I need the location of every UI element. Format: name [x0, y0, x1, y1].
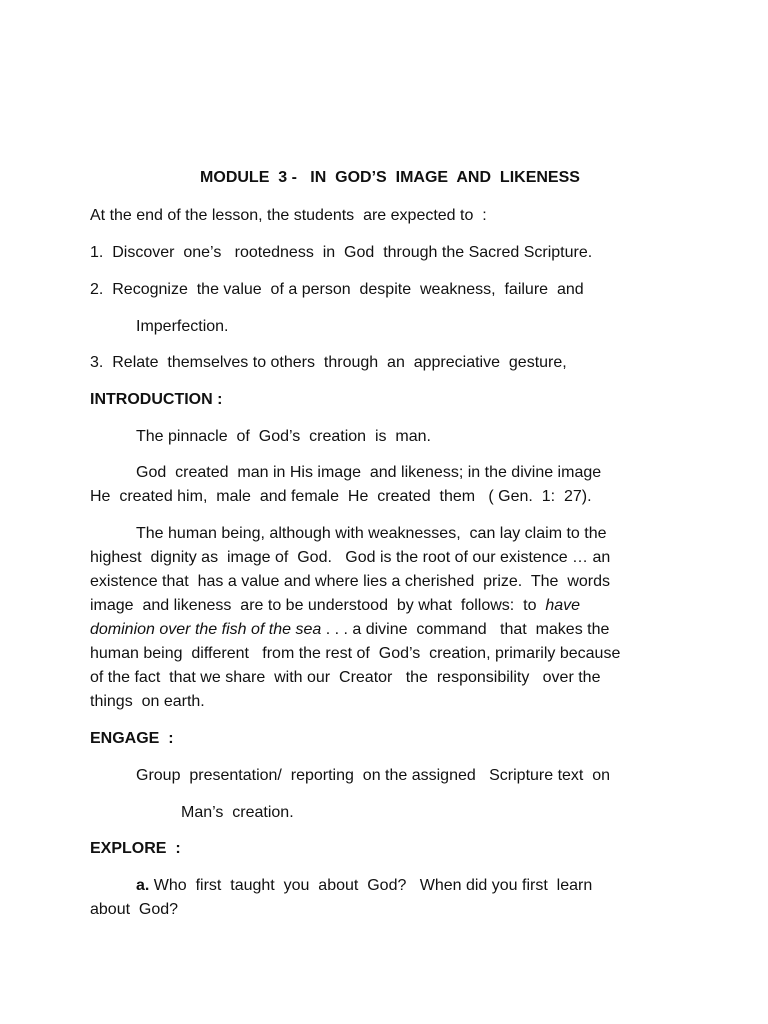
intro-paragraph-3-line-4 — [90, 596, 580, 616]
engage-heading: ENGAGE : — [90, 730, 174, 747]
objective-3: 3. Relate themselves to others through an appreciative gesture, — [90, 354, 567, 371]
intro-paragraph-3-line-5 — [90, 620, 609, 640]
intro-paragraph-1: The pinnacle of God’s creation is man. — [136, 428, 431, 445]
objective-2: 2. Recognize the value of a person despite weakness, failure and — [90, 281, 584, 298]
objectives-intro: At the end of the lesson, the students are expected to : — [90, 207, 487, 224]
explore-item-a-line-1 — [136, 876, 592, 896]
explore-item-a-label: a. — [136, 877, 150, 894]
italic-phrase-dominion: dominion over the fish of the sea — [90, 621, 322, 638]
engage-line-2: Man’s creation. — [181, 804, 294, 821]
intro-paragraph-3-line-1: The human being, although with weaknesses, can lay claim to the — [136, 525, 607, 542]
explore-item-a-line-2: about God? — [90, 901, 179, 918]
intro-paragraph-3-line-6: human being different from the rest of God’s creation, primarily because — [90, 645, 621, 662]
intro-paragraph-2-line-1: God created man in His image and likeness; in the divine image — [136, 464, 602, 481]
intro-paragraph-3-line-5-text: . . . a divine command that makes the — [321, 621, 610, 638]
objective-1: 1. Discover one’s rootedness in God through the Sacred Scripture. — [90, 244, 593, 261]
intro-paragraph-3-line-2: highest dignity as image of God. God is the root of our existence … an — [90, 549, 611, 566]
explore-item-a-text: Who first taught you about God? When did you first learn — [149, 877, 593, 894]
intro-paragraph-3-line-3: existence that has a value and where lies a cherished prize. The words — [90, 573, 610, 590]
explore-heading: EXPLORE : — [90, 840, 181, 857]
intro-paragraph-3-line-8: things on earth. — [90, 693, 205, 710]
intro-paragraph-3-line-7: of the fact that we share with our Creator the responsibility over the — [90, 669, 601, 686]
engage-line-1: Group presentation/ reporting on the assigned Scripture text on — [136, 767, 611, 784]
module-title: MODULE 3 - IN GOD’S IMAGE AND LIKENESS — [200, 169, 580, 186]
intro-paragraph-3-line-4-text: image and likeness are to be understood by what follows: to — [90, 597, 546, 614]
italic-phrase-have: have — [545, 597, 581, 614]
intro-paragraph-2-line-2: He created him, male and female He created them ( Gen. 1: 27). — [90, 488, 592, 505]
introduction-heading: INTRODUCTION : — [90, 391, 223, 408]
objective-2-continued: Imperfection. — [136, 318, 229, 335]
